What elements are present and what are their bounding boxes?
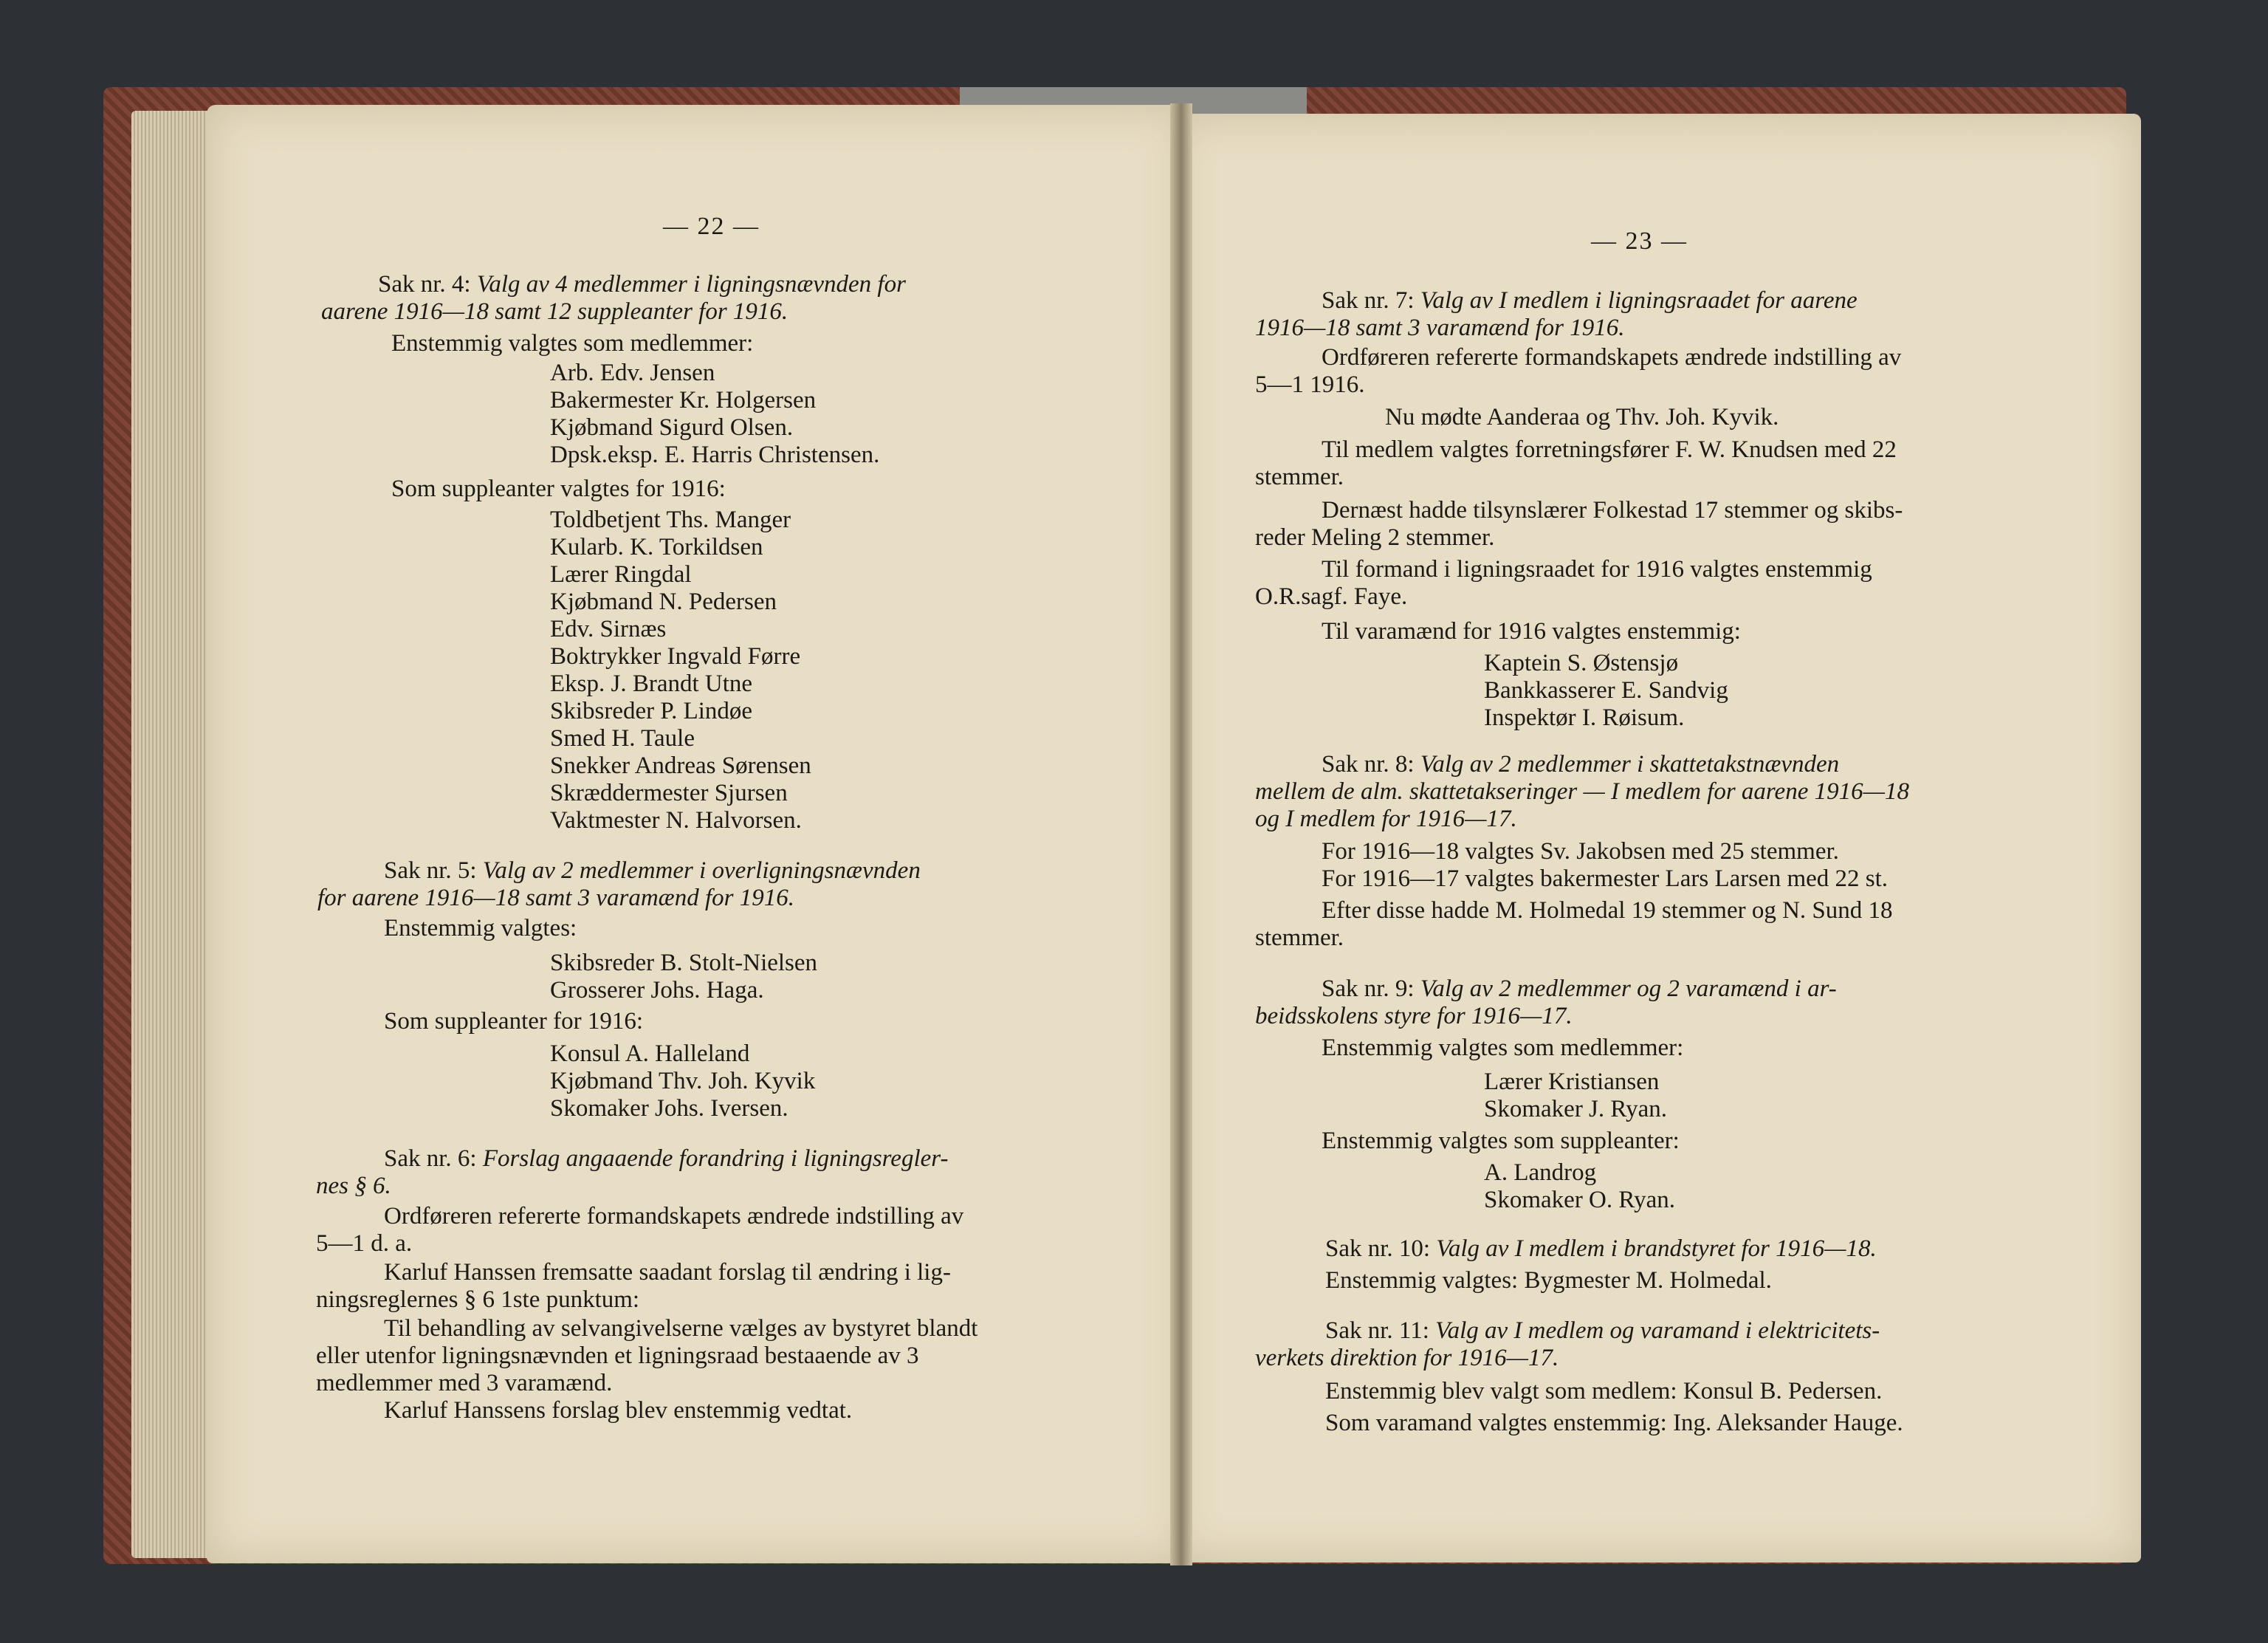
text-line bbox=[1484, 1068, 1659, 1096]
text-line-plain: Sak nr. 11: bbox=[1325, 1317, 1436, 1344]
text-line-plain: Sak nr. 6: bbox=[384, 1145, 483, 1172]
text-line-plain: stemmer. bbox=[1255, 464, 1344, 490]
text-line bbox=[1322, 837, 1839, 865]
text-line-plain: Kjøbmand Thv. Joh. Kyvik bbox=[550, 1068, 816, 1094]
left-page-number: — 22 — bbox=[663, 213, 760, 240]
text-line-plain: Lærer Ringdal bbox=[550, 561, 692, 588]
text-line-plain: Til varamænd for 1916 valgtes enstemmig: bbox=[1322, 618, 1741, 645]
text-line bbox=[550, 441, 879, 469]
text-line-plain: 5—1 1916. bbox=[1255, 371, 1365, 398]
text-line bbox=[1325, 1235, 1877, 1263]
text-line-plain: reder Meling 2 stemmer. bbox=[1255, 524, 1495, 551]
text-line-italic: Valg av I medlem og varamand i elektricitets- bbox=[1435, 1317, 1880, 1344]
text-line bbox=[1325, 1377, 1882, 1405]
text-line bbox=[550, 949, 817, 977]
text-line bbox=[550, 642, 800, 670]
text-line-plain: Lærer Kristiansen bbox=[1484, 1069, 1660, 1095]
text-line-plain: Til formand i ligningsraadet for 1916 valgtes enstemmig bbox=[1322, 556, 1872, 583]
text-line-plain: Som varamand valgtes enstemmig: Ing. Aleksander Hauge. bbox=[1325, 1410, 1903, 1436]
text-line-plain: Bakermester Kr. Holgersen bbox=[550, 387, 817, 414]
text-line bbox=[1322, 555, 1872, 583]
text-line bbox=[378, 270, 906, 298]
text-line-plain: Til behandling av selvangivelserne vælges av bystyret blandt bbox=[384, 1315, 978, 1342]
text-line bbox=[1484, 1095, 1667, 1123]
text-line bbox=[1385, 403, 1779, 431]
text-line bbox=[1322, 1034, 1683, 1062]
text-line-plain: Som suppleanter valgtes for 1916: bbox=[391, 476, 726, 502]
text-line-italic: Valg av 2 medlemmer i skattetakstnævnden bbox=[1420, 751, 1840, 778]
text-line bbox=[550, 670, 752, 698]
text-line bbox=[316, 1229, 412, 1258]
text-line-plain: O.R.sagf. Faye. bbox=[1255, 583, 1408, 610]
text-line-plain: Snekker Andreas Sørensen bbox=[550, 752, 811, 779]
text-line-italic: og I medlem for 1916—17. bbox=[1255, 806, 1517, 832]
text-line bbox=[550, 1067, 815, 1095]
text-line bbox=[550, 697, 752, 725]
text-line bbox=[384, 1202, 963, 1230]
text-line bbox=[1322, 343, 1901, 371]
text-line bbox=[391, 475, 726, 503]
text-line bbox=[550, 752, 811, 780]
text-line bbox=[550, 588, 777, 616]
text-line bbox=[550, 506, 791, 534]
text-line bbox=[550, 779, 788, 807]
text-line bbox=[1322, 436, 1897, 464]
text-line bbox=[391, 329, 753, 357]
text-line-plain: For 1916—17 valgtes bakermester Lars Larsen med 22 st. bbox=[1322, 865, 1889, 892]
text-line bbox=[1322, 975, 1837, 1003]
text-line bbox=[316, 1369, 612, 1397]
text-line-plain: Smed H. Taule bbox=[550, 725, 695, 752]
text-line-plain: Skræddermester Sjursen bbox=[550, 780, 788, 806]
text-line-plain: Kaptein S. Østensjø bbox=[1484, 650, 1679, 676]
text-line-italic: 1916—18 samt 3 varamænd for 1916. bbox=[1255, 315, 1625, 341]
text-line-plain: For 1916—18 valgtes Sv. Jakobsen med 25 stemmer. bbox=[1322, 838, 1839, 865]
text-line bbox=[1322, 750, 1839, 778]
text-line bbox=[384, 914, 577, 942]
text-line bbox=[1484, 1186, 1675, 1214]
text-line-plain: Til medlem valgtes forretningsfører F. W. Knudsen med 22 bbox=[1322, 436, 1897, 463]
text-line bbox=[1255, 524, 1494, 552]
text-line-plain: Sak nr. 7: bbox=[1322, 287, 1420, 314]
text-line bbox=[1255, 371, 1365, 399]
book-gutter bbox=[1170, 103, 1192, 1565]
text-line-plain: Kjøbmand N. Pedersen bbox=[550, 589, 777, 615]
text-line-plain: Nu mødte Aanderaa og Thv. Joh. Kyvik. bbox=[1385, 404, 1779, 431]
text-line-plain: Enstemmig valgtes som suppleanter: bbox=[1322, 1128, 1680, 1154]
text-line bbox=[1322, 896, 1893, 925]
text-line-italic: aarene 1916—18 samt 12 suppleanter for 1916. bbox=[321, 298, 788, 325]
text-line-italic: Valg av I medlem i brandstyret for 1916—18. bbox=[1436, 1235, 1877, 1262]
text-line-plain: A. Landrog bbox=[1484, 1159, 1597, 1186]
text-line bbox=[316, 1342, 919, 1370]
text-line bbox=[550, 359, 715, 387]
text-line bbox=[1255, 463, 1344, 491]
text-line-plain: Ordføreren refererte formandskapets ændrede indstilling av bbox=[384, 1203, 964, 1229]
text-line bbox=[1322, 865, 1888, 893]
text-line bbox=[384, 1258, 951, 1286]
text-line bbox=[1255, 314, 1625, 342]
text-line-plain: Bankkasserer E. Sandvig bbox=[1484, 677, 1728, 704]
text-line-plain: Efter disse hadde M. Holmedal 19 stemmer og N. Sund 18 bbox=[1322, 897, 1893, 924]
text-line-italic: verkets direktion for 1916—17. bbox=[1255, 1345, 1559, 1371]
text-line bbox=[550, 533, 763, 561]
text-line bbox=[384, 1145, 948, 1173]
text-line-plain: Enstemmig valgtes: Bygmester M. Holmedal. bbox=[1325, 1267, 1772, 1294]
text-line-plain: Vaktmester N. Halvorsen. bbox=[550, 807, 802, 834]
text-line bbox=[1322, 617, 1741, 645]
text-line-plain: Kularb. K. Torkildsen bbox=[550, 534, 763, 560]
text-line-plain: Karluf Hanssen fremsatte saadant forslag til ændring i lig- bbox=[384, 1259, 951, 1286]
text-line-plain: Som suppleanter for 1916: bbox=[384, 1008, 644, 1035]
text-line bbox=[550, 615, 666, 643]
text-line-plain: Skomaker J. Ryan. bbox=[1484, 1096, 1667, 1122]
text-line bbox=[384, 1396, 852, 1424]
text-line bbox=[321, 298, 788, 326]
text-line-plain: Skomaker O. Ryan. bbox=[1484, 1187, 1675, 1213]
text-line bbox=[1484, 649, 1678, 677]
text-line-plain: Dpsk.eksp. E. Harris Christensen. bbox=[550, 442, 880, 468]
text-line-plain: Enstemmig valgtes som medlemmer: bbox=[391, 330, 754, 357]
text-line-italic: Valg av 2 medlemmer i overligningsnævnden bbox=[482, 857, 921, 884]
text-line-plain: Skomaker Johs. Iversen. bbox=[550, 1095, 788, 1122]
text-line-plain: medlemmer med 3 varamænd. bbox=[316, 1370, 613, 1396]
text-line-plain: Boktrykker Ingvald Førre bbox=[550, 643, 801, 670]
text-line bbox=[1255, 805, 1517, 833]
text-line-italic: for aarene 1916—18 samt 3 varamænd for 1916. bbox=[317, 885, 794, 911]
text-line bbox=[1255, 1002, 1573, 1030]
text-line-plain: 5—1 d. a. bbox=[316, 1230, 413, 1257]
text-line-italic: Forslag angaaende forandring i ligningsregler- bbox=[482, 1145, 949, 1172]
text-line-plain: Dernæst hadde tilsynslærer Folkestad 17 stemmer og skibs- bbox=[1322, 497, 1903, 524]
text-line-plain: eller utenfor ligningsnævnden et ligningsraad bestaaende av 3 bbox=[316, 1342, 919, 1369]
text-line bbox=[384, 857, 921, 885]
text-line bbox=[550, 976, 764, 1004]
text-line-plain: Sak nr. 8: bbox=[1322, 751, 1420, 778]
text-line bbox=[550, 724, 695, 752]
text-line bbox=[550, 414, 793, 442]
text-line bbox=[550, 1094, 788, 1122]
text-line-plain: ningsreglernes § 6 1ste punktum: bbox=[316, 1286, 640, 1313]
text-line bbox=[1255, 583, 1407, 611]
text-line-italic: beidsskolens styre for 1916—17. bbox=[1255, 1003, 1573, 1029]
text-line-plain: Enstemmig valgtes: bbox=[384, 915, 577, 941]
text-line bbox=[316, 1286, 639, 1314]
text-line bbox=[1255, 778, 1909, 806]
text-line-plain: Edv. Sirnæs bbox=[550, 616, 667, 642]
text-line-plain: Ordføreren refererte formandskapets ændrede indstilling av bbox=[1322, 344, 1902, 371]
text-line-italic: mellem de alm. skattetakseringer — I medlem for aarene 1916—18 bbox=[1255, 778, 1909, 805]
text-line bbox=[384, 1314, 977, 1342]
text-line-plain: Eksp. J. Brandt Utne bbox=[550, 670, 753, 697]
text-line-plain: Arb. Edv. Jensen bbox=[550, 360, 715, 386]
text-line-italic: Valg av 2 medlemmer og 2 varamænd i ar- bbox=[1420, 975, 1837, 1002]
text-line-italic: Valg av 4 medlemmer i ligningsnævnden for bbox=[476, 271, 906, 298]
text-line-plain: Sak nr. 5: bbox=[384, 857, 483, 884]
text-line bbox=[317, 884, 794, 912]
text-line bbox=[550, 1040, 749, 1068]
text-line bbox=[1325, 1409, 1903, 1437]
text-line-plain: Skibsreder B. Stolt-Nielsen bbox=[550, 950, 818, 976]
text-line-plain: Inspektør I. Røisum. bbox=[1484, 704, 1685, 731]
text-line-plain: Sak nr. 10: bbox=[1325, 1235, 1437, 1262]
text-line bbox=[1255, 924, 1344, 952]
text-line-plain: Enstemmig valgtes som medlemmer: bbox=[1322, 1035, 1684, 1061]
text-line bbox=[550, 386, 816, 414]
text-line-plain: Toldbetjent Ths. Manger bbox=[550, 507, 791, 533]
text-line-plain: stemmer. bbox=[1255, 925, 1344, 951]
text-line bbox=[1322, 496, 1903, 524]
text-line bbox=[316, 1172, 391, 1200]
text-line bbox=[550, 806, 802, 834]
text-line bbox=[550, 560, 692, 589]
text-line-plain: Skibsreder P. Lindøe bbox=[550, 698, 753, 724]
text-line-plain: Sak nr. 9: bbox=[1322, 975, 1420, 1002]
text-line-italic: Valg av I medlem i ligningsraadet for aarene bbox=[1420, 287, 1858, 314]
text-line bbox=[1255, 1344, 1559, 1372]
text-line-plain: Kjøbmand Sigurd Olsen. bbox=[550, 414, 794, 441]
text-line bbox=[384, 1007, 643, 1035]
text-line-plain: Konsul A. Halleland bbox=[550, 1040, 750, 1067]
text-line bbox=[1484, 676, 1728, 704]
text-line bbox=[1484, 1159, 1596, 1187]
text-line-plain: Karluf Hanssens forslag blev enstemmig vedtat. bbox=[384, 1397, 853, 1424]
text-line-plain: Grosserer Johs. Haga. bbox=[550, 977, 764, 1004]
right-page-number: — 23 — bbox=[1591, 227, 1688, 255]
text-line bbox=[1322, 287, 1858, 315]
text-line bbox=[1325, 1266, 1772, 1294]
text-line bbox=[1325, 1317, 1880, 1345]
text-line-plain: Enstemmig blev valgt som medlem: Konsul B. Pedersen. bbox=[1325, 1378, 1883, 1404]
text-line bbox=[1322, 1127, 1680, 1155]
text-line-plain: Sak nr. 4: bbox=[378, 271, 477, 298]
text-line bbox=[1484, 704, 1684, 732]
text-line-italic: nes § 6. bbox=[316, 1173, 391, 1199]
